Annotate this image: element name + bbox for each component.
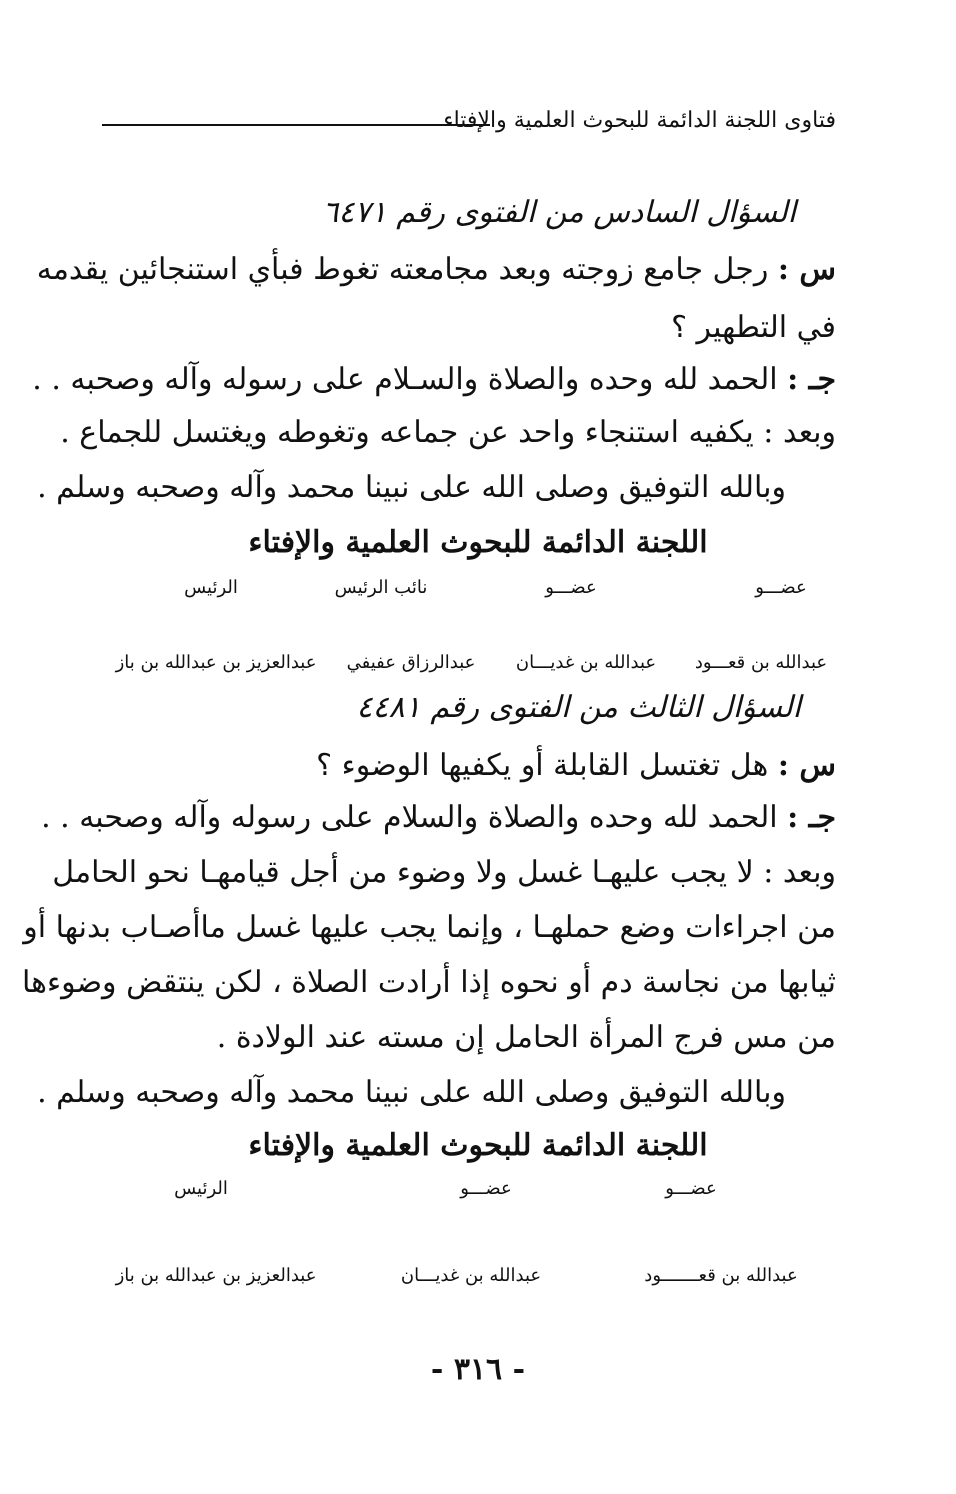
fatwa2-name-president: عبدالعزيز بن عبدالله بن باز	[115, 1265, 317, 1286]
answer-text: الحمد لله وحده والصلاة والسـلام على رسوله وآله وصحبه . .	[32, 362, 778, 397]
question-text: رجل جامع زوجته وبعد مجامعته تغوط فبأي استنجائين يقدمه	[36, 252, 769, 287]
fatwa1-name-member1: عبدالله بن قعـــود	[694, 652, 828, 673]
fatwa2-answer-line3: من اجراءات وضع حملهـا ، وإنما يجب عليها غسل ماأصـاب بدنها أو	[23, 910, 836, 945]
fatwa2-answer-line4: ثيابها من نجاسة دم أو نحوه إذا أرادت الصلاة ، لكن ينتقض وضوءها	[22, 965, 836, 1000]
fatwa1-closing: وبالله التوفيق وصلى الله على نبينا محمد وآله وصحبه وسلم .	[37, 470, 786, 505]
fatwa1-question-line2: في التطهير ؟	[671, 310, 836, 345]
question-text: هل تغتسل القابلة أو يكفيها الوضوء ؟	[316, 748, 769, 783]
fatwa2-role-president: الرئيس	[174, 1178, 228, 1199]
fatwa1-name-vice-president: عبدالرزاق عفيفي	[346, 652, 476, 673]
fatwa2-committee: اللجنة الدائمة للبحوث العلمية والإفتاء	[248, 1128, 708, 1163]
fatwa1-answer-line1	[32, 362, 836, 397]
page-number: - ٣١٦ -	[430, 1352, 526, 1387]
fatwa2-answer-line2: وبعد : لا يجب عليهـا غسل ولا وضوء من أجل قيامهـا نحو الحامل	[52, 855, 836, 890]
question-label: س :	[777, 748, 836, 783]
fatwa1-question-line1	[36, 252, 836, 287]
fatwa1-role-member2: عضـــو	[545, 577, 597, 598]
fatwa2-closing: وبالله التوفيق وصلى الله على نبينا محمد وآله وصحبه وسلم .	[37, 1075, 786, 1110]
fatwa1-committee: اللجنة الدائمة للبحوث العلمية والإفتاء	[248, 525, 708, 560]
fatwa1-role-president: الرئيس	[184, 577, 238, 598]
fatwa2-name-member2: عبدالله بن غديـــان	[400, 1265, 542, 1286]
fatwa1-name-member2: عبدالله بن غديـــان	[515, 652, 657, 673]
running-header: فتاوى اللجنة الدائمة للبحوث العلمية والإفتاء	[443, 108, 836, 133]
answer-text: الحمد لله وحده والصلاة والسلام على رسوله وآله وصحبه . .	[41, 800, 778, 835]
fatwa1-title: السؤال السادس من الفتوى رقم ٦٤٧١	[322, 195, 796, 230]
fatwa2-role-member1: عضـــو	[665, 1178, 717, 1199]
answer-label: جـ :	[787, 800, 836, 835]
fatwa2-name-member1: عبدالله بن قعـــــــود	[644, 1265, 798, 1286]
fatwa2-title: السؤال الثالث من الفتوى رقم ٤٤٨١	[356, 690, 801, 725]
fatwa1-answer-line2: وبعد : يكفيه استنجاء واحد عن جماعه وتغوطه ويغتسل للجماع .	[60, 415, 836, 450]
fatwa1-name-president: عبدالعزيز بن عبدالله بن باز	[115, 652, 317, 673]
header-rule	[102, 124, 490, 126]
fatwa2-role-member2: عضـــو	[460, 1178, 512, 1199]
fatwa1-role-member1: عضـــو	[755, 577, 807, 598]
fatwa2-question-line1	[316, 748, 836, 783]
answer-label: جـ :	[787, 362, 836, 397]
fatwa1-role-vice-president: نائب الرئيس	[334, 577, 428, 598]
fatwa2-answer-line5: من مس فرج المرأة الحامل إن مسته عند الولادة .	[216, 1020, 836, 1055]
question-label: س :	[777, 252, 836, 287]
fatwa2-answer-line1	[41, 800, 836, 835]
